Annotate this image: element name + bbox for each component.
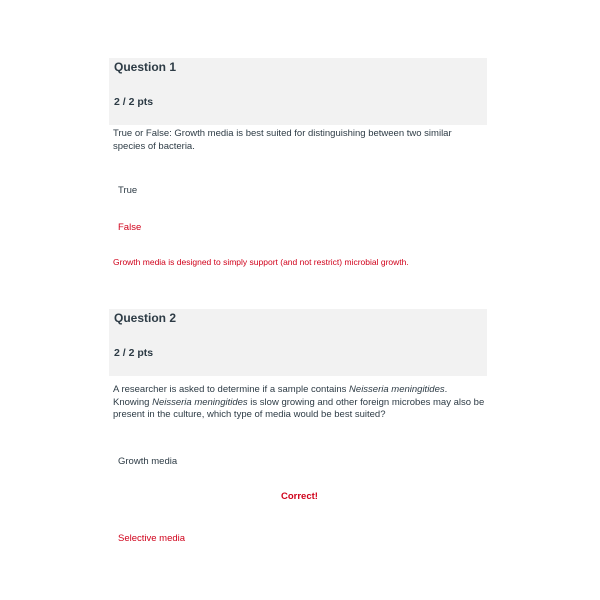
question-2 — [109, 309, 487, 544]
question-2-text-part-2: . Knowing — [113, 384, 448, 408]
question-1 — [109, 58, 487, 267]
question-2-title: Question 2 — [114, 311, 177, 325]
question-2-points: 2 / 2 pts — [114, 347, 154, 359]
question-2-organism-name: Neisseria meningitides — [349, 384, 445, 395]
question-1-answer-false[interactable]: False — [118, 222, 142, 233]
question-1-points: 2 / 2 pts — [114, 96, 154, 108]
question-1-feedback: Growth media is designed to simply support (and not restrict) microbial growth. — [113, 257, 409, 267]
question-2-answer-growth-media[interactable]: Growth media — [118, 456, 178, 467]
question-1-text: True or False: Growth media is best suited for distinguishing between two similar species of bacteria. — [113, 128, 452, 152]
question-2-header — [109, 309, 487, 376]
question-1-header — [109, 58, 487, 125]
question-2-answer-selective-media[interactable]: Selective media — [118, 533, 186, 544]
question-2-organism-name-2: Neisseria meningitides — [152, 396, 248, 408]
question-1-title: Question 1 — [114, 60, 177, 74]
question-2-text-part-1: A researcher is asked to determine if a sample contains — [113, 384, 350, 395]
question-1-answer-true[interactable]: True — [118, 185, 138, 196]
question-2-correct-badge: Correct! — [281, 491, 318, 502]
question-2-text — [113, 384, 485, 422]
question-2-text-part-3: is slow growing and other foreign microbes may also be present in the culture, which type of media would be best suited? — [113, 396, 485, 420]
